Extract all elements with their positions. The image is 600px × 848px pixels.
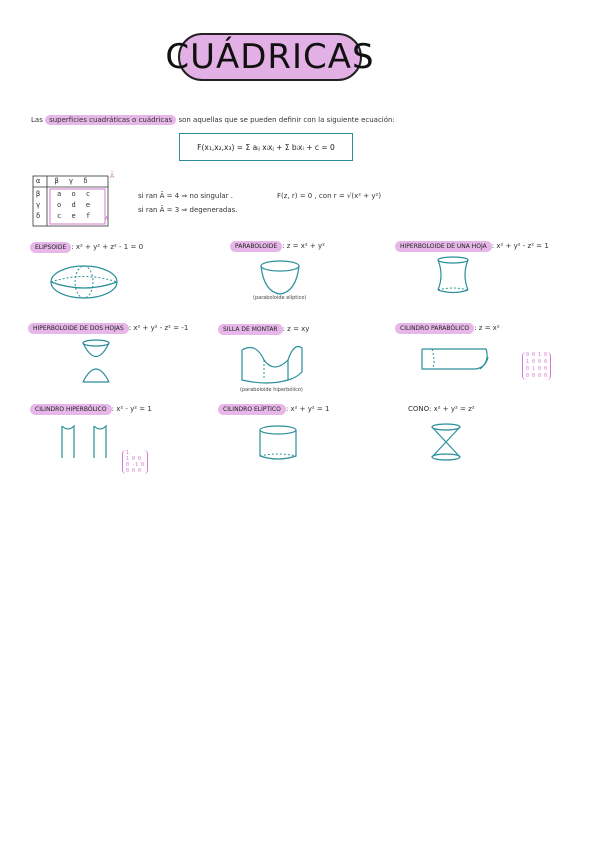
ellipsoid-drawing [50, 262, 120, 302]
hyperbolic-cylinder-drawing [58, 422, 118, 462]
hyperboloid-two-drawing [80, 338, 120, 388]
matrix-row-label-1: γ [36, 201, 41, 209]
surface-hyperboloid-one-label: HIPERBOLOIDE DE UNA HOJA : x² + y² - z² = 1 [395, 242, 549, 250]
surface-hyperbolic-cylinder-label: CILINDRO HIPERBÓLICO : x² - y² = 1 [30, 405, 152, 413]
hyperboloid-one-drawing [436, 255, 476, 299]
surface-ellipsoid-label: ELIPSOIDE : x² + y² + z² - 1 = 0 [30, 243, 143, 251]
surface-parabolic-cylinder-label: CILINDRO PARABÓLICO : z = x² [395, 324, 500, 332]
page-title-text: CUÁDRICAS [165, 37, 375, 77]
matrix-row-2: c e f [57, 212, 91, 220]
intro-suffix: son aquellas que se pueden definir con la siguiente ecuación: [178, 116, 395, 124]
paraboloid-note: (paraboloide elíptico) [253, 295, 307, 301]
parabolic-cylinder-drawing [418, 343, 498, 378]
matrix-row-0: a o c [57, 190, 91, 198]
matrix-header-2: γ [68, 177, 74, 185]
main-formula: F(x₁,x₂,x₃) = Σ aᵢⱼ xᵢxⱼ + Σ bᵢxᵢ + c = 0 [197, 142, 335, 152]
paraboloid-drawing [258, 260, 308, 300]
saddle-drawing [238, 340, 318, 385]
page-title [165, 33, 375, 81]
intro-highlight: superficies cuadráticas o cuádricas [45, 115, 176, 125]
matrix-row-label-2: δ [36, 212, 41, 220]
coefficient-matrix [33, 172, 115, 226]
rank-line-2: si ran Ã = 3 ⇒ degeneradas. [138, 206, 238, 214]
parabolic-mini-matrix: 0 0 1 0 1 0 0 0 0 1 0 0 0 0 0 0 [522, 352, 551, 380]
matrix-tag-inner: A [105, 216, 109, 222]
matrix-row-labels [36, 189, 40, 222]
intro-line [31, 116, 395, 124]
matrix-header [36, 177, 88, 185]
surface-saddle-label: SILLA DE MONTAR : z = xy [218, 325, 309, 333]
matrix-row-1: o d e [57, 201, 91, 209]
hyperbolic-mini-matrix: 1 1 0 0 0 -1 0 0 0 0 [122, 450, 148, 474]
intro-prefix: Las [31, 116, 43, 124]
matrix-header-3: δ [83, 177, 88, 185]
matrix-row-label-0: β [36, 190, 41, 198]
surface-elliptic-cylinder-label: CILINDRO ELÍPTICO : x² + y² = 1 [218, 405, 329, 413]
matrix-cells [57, 189, 90, 222]
polar-formula: F(z, r) = 0 , con r = √(x² + y²) [277, 192, 382, 200]
saddle-note: (paraboloide hiperbólico) [240, 387, 303, 393]
matrix-header-1: β [54, 177, 59, 185]
rank-line-1: si ran Ã = 4 ⇒ no singular . [138, 192, 233, 200]
surface-paraboloid-label: PARABOLOIDE : z = x² + y² [230, 242, 325, 250]
surface-cone-label: CONO: x² + y² = z² [408, 405, 475, 413]
matrix-tag: Ã [110, 172, 115, 180]
cone-drawing [430, 422, 480, 467]
elliptic-cylinder-drawing [258, 424, 308, 464]
surface-hyperboloid-two-label: HIPERBOLOIDE DE DOS HOJAS : x² + y² - z² = -1 [28, 324, 188, 332]
matrix-header-0: α [36, 177, 41, 185]
main-formula-box [179, 133, 353, 161]
